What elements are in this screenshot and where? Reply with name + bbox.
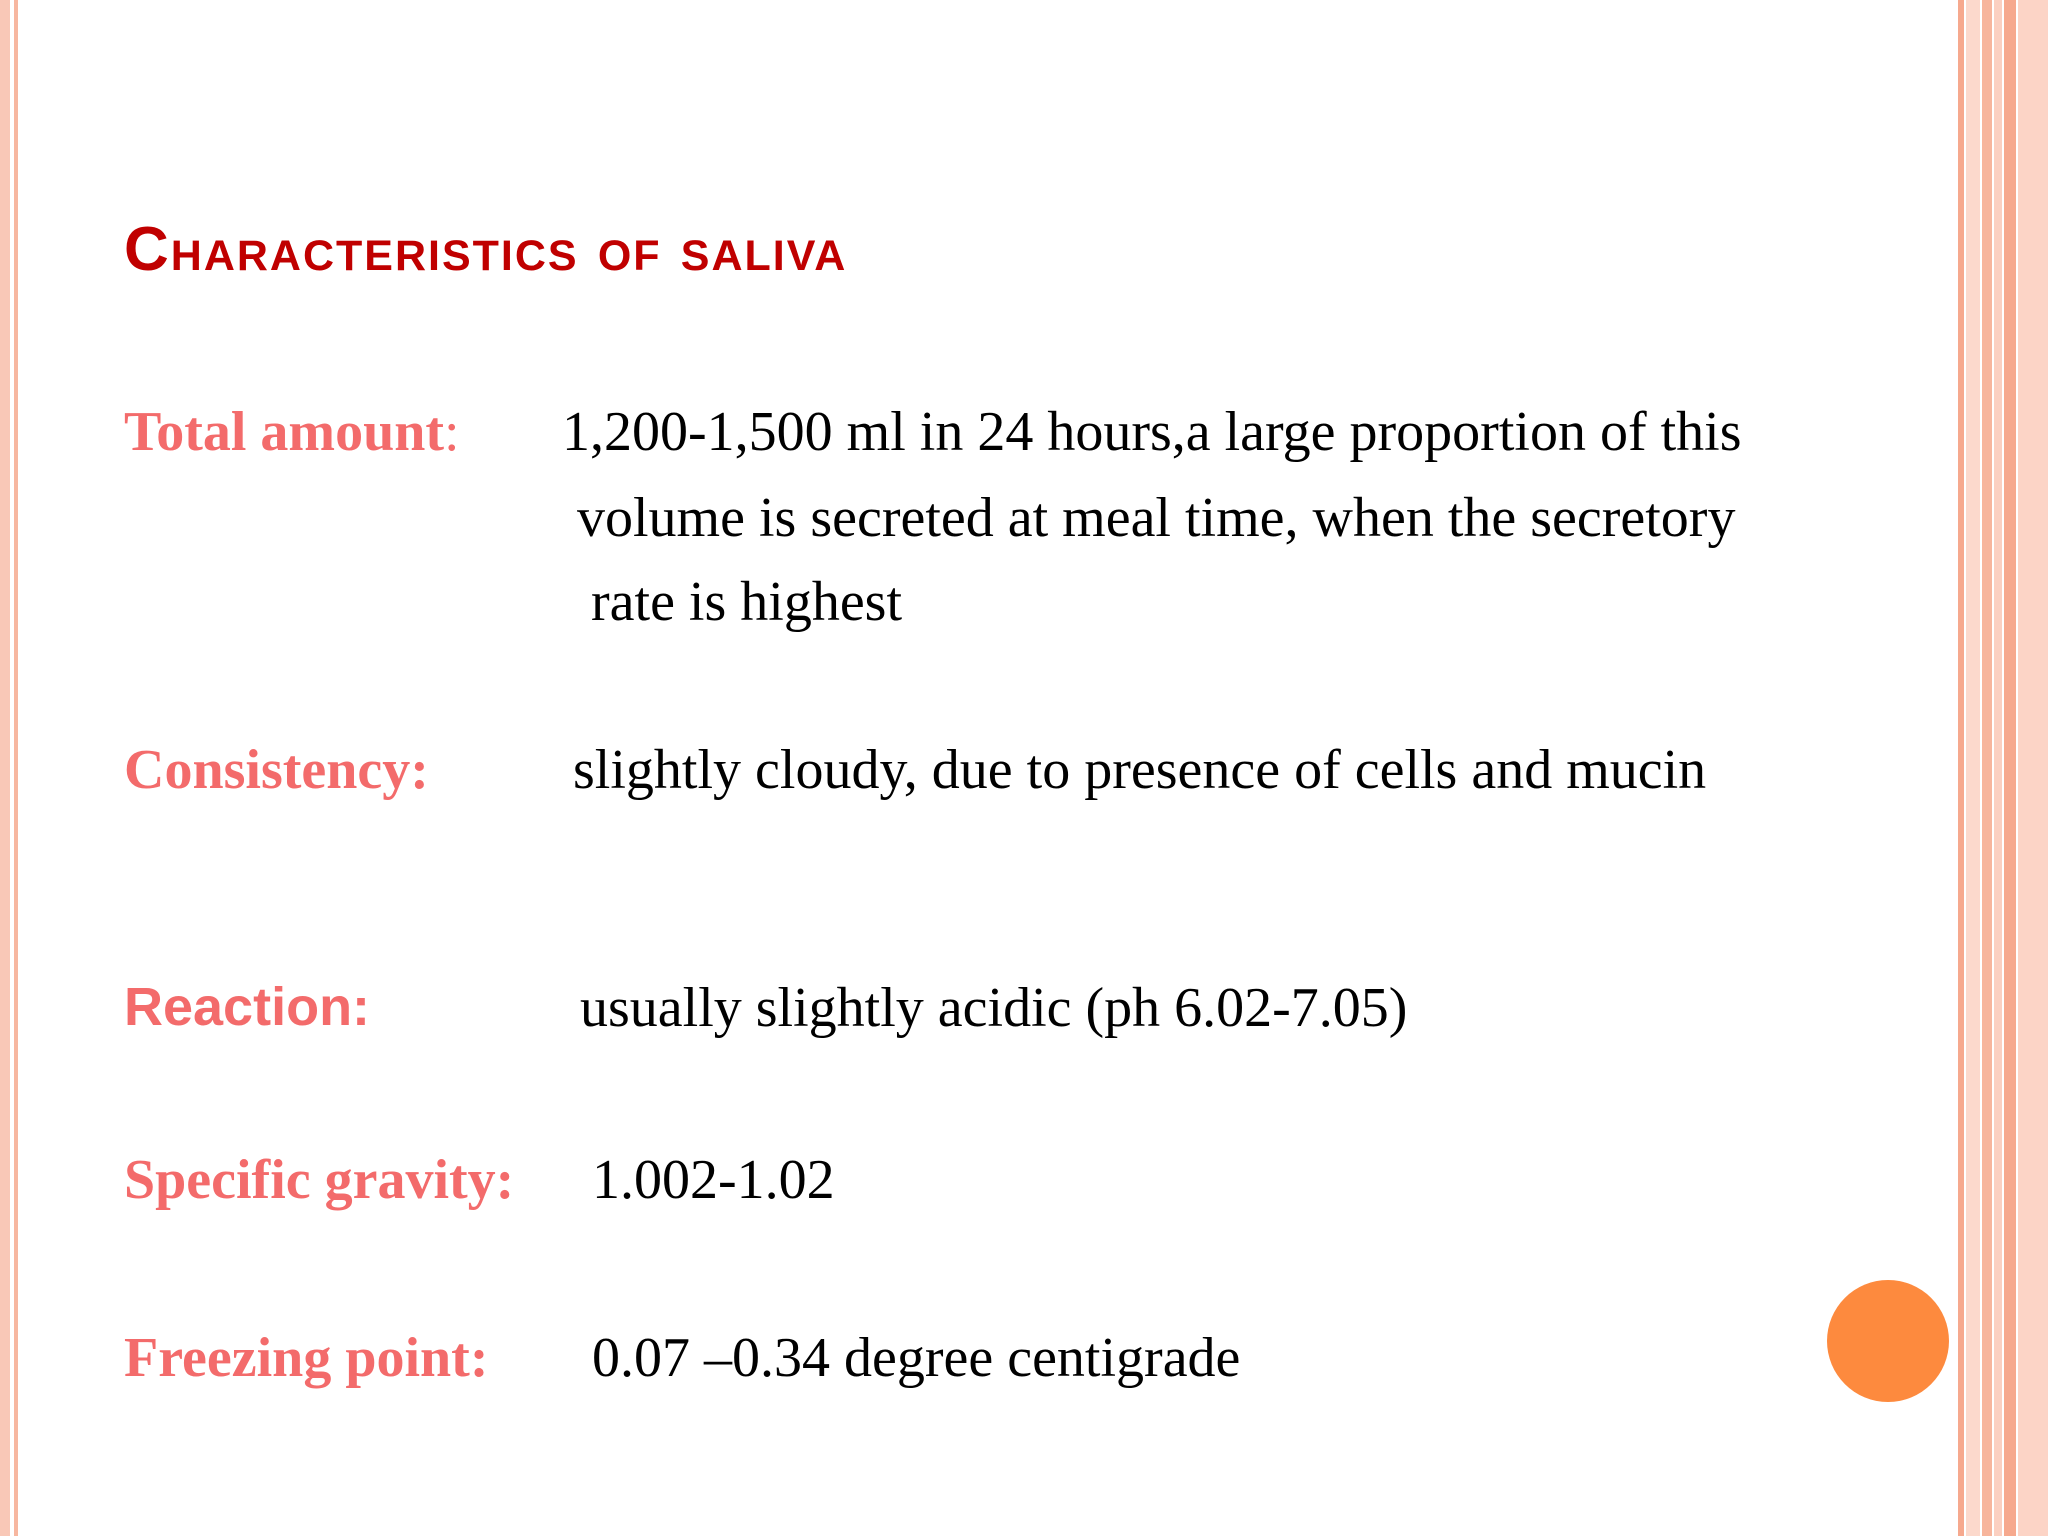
orange-circle-decoration	[1827, 1280, 1949, 1402]
consistency-value: slightly cloudy, due to presence of cells and mucin	[573, 739, 1707, 801]
right-border-stripe	[1982, 0, 1992, 1536]
reaction-value: usually slightly acidic (ph 6.02-7.05)	[580, 977, 1408, 1039]
total-amount-label-text: Total amount	[124, 401, 445, 463]
reaction-label: Reaction:	[124, 977, 371, 1037]
left-border-stripe	[0, 0, 10, 1536]
freezing-point-value: 0.07 –0.34 degree centigrade	[592, 1327, 1241, 1389]
right-border-stripe	[1994, 0, 2002, 1536]
total-amount-value-line-1: 1,200-1,500 ml in 24 hours,a large proportion of this	[562, 401, 1742, 463]
freezing-point-label: Freezing point:	[124, 1327, 489, 1389]
total-amount-value-line-3: rate is highest	[591, 571, 903, 633]
right-border-stripe	[2018, 0, 2048, 1536]
specific-gravity-value: 1.002-1.02	[592, 1149, 835, 1211]
left-border-stripe	[14, 0, 18, 1536]
total-amount-colon: :	[444, 401, 460, 463]
consistency-label: Consistency:	[124, 739, 429, 801]
slide-title: Characteristics of saliva	[124, 215, 848, 284]
right-border-stripe	[1958, 0, 1964, 1536]
total-amount-label	[124, 400, 460, 464]
specific-gravity-label: Specific gravity:	[124, 1149, 515, 1211]
total-amount-value-line-2: volume is secreted at meal time, when the secretory	[577, 487, 1736, 549]
right-border-stripe	[1966, 0, 1980, 1536]
right-border-stripe	[2004, 0, 2016, 1536]
